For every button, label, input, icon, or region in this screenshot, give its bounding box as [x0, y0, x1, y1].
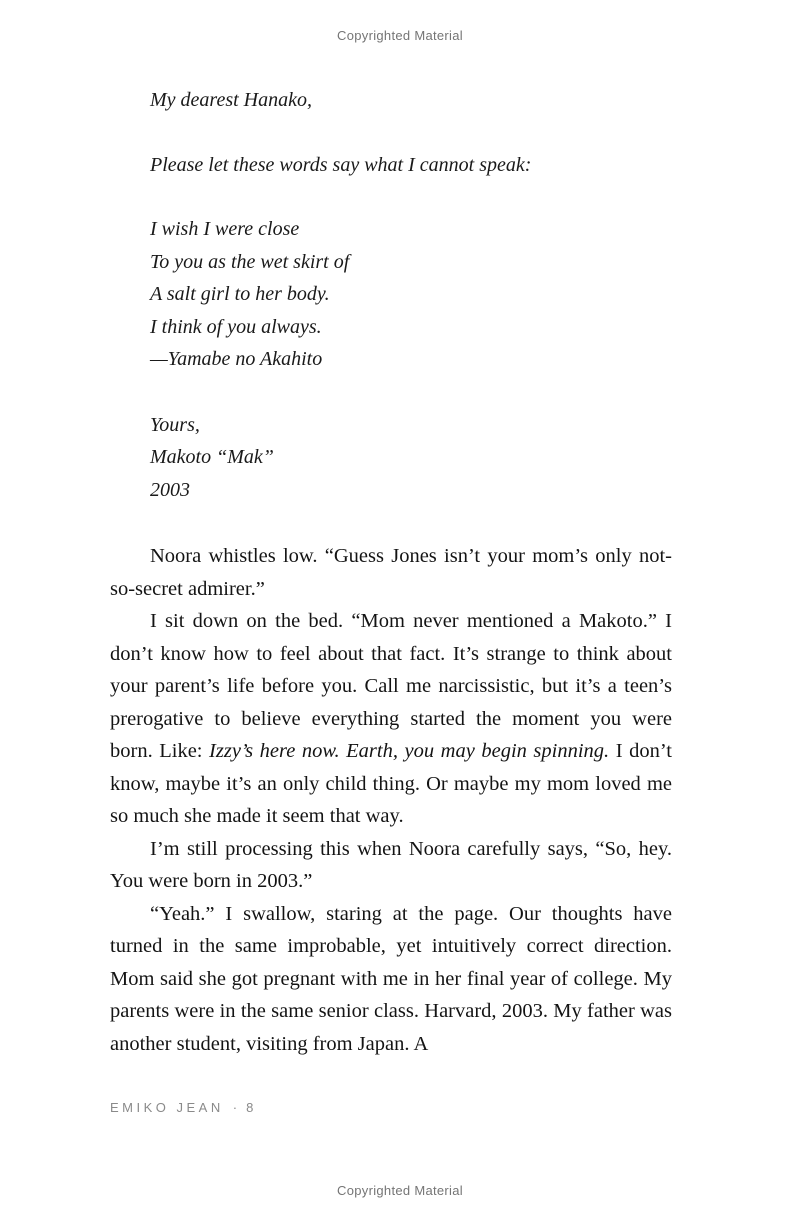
text-segment: “Yeah.” I swallow, staring at the page. Our thoughts have turned in the same improbable, yet intuitively correct direction. Mom said she got pregnant with me in her final year of college. My parents were in the same senior class. Harvard, 2003. My father was another student, visiting from Japan. A	[110, 902, 672, 1055]
copyright-notice-top: Copyrighted Material	[337, 28, 463, 43]
letter-intro: Please let these words say what I cannot speak:	[150, 153, 532, 176]
closing-line: Makoto “Mak”	[150, 446, 274, 468]
footer-page-number: 8	[246, 1100, 257, 1115]
poem-line: I wish I were close	[150, 218, 300, 240]
poem-line: A salt girl to her body.	[150, 283, 330, 305]
poem	[150, 213, 690, 376]
letter-salutation: My dearest Hanako,	[150, 89, 312, 111]
letter-closing	[150, 409, 690, 507]
footer-author: EMIKO JEAN	[110, 1100, 224, 1115]
closing-line: Yours,	[150, 413, 200, 436]
paragraph	[110, 898, 672, 1061]
text-segment: Noora whistles low. “Guess Jones isn’t your mom’s only not-so-secret admirer.”	[110, 545, 672, 600]
paragraph	[110, 833, 672, 898]
copyright-notice-bottom: Copyrighted Material	[337, 1183, 463, 1198]
body-text	[110, 540, 672, 1060]
letter-block	[150, 84, 690, 506]
italic-text-segment: Izzy’s here now. Earth, you may begin spinning.	[209, 740, 610, 762]
page-footer	[110, 1100, 257, 1115]
text-segment: I sit down on the bed. “Mom never mentioned a Makoto.” I don’t know how to feel about that fact. It’s strange to think about your parent’s life before you. Call me narcissistic, but it’s a teen’s prerogative to believe everything started the moment you were born. Like:	[110, 610, 672, 762]
poem-line: I think of you always.	[150, 315, 322, 338]
poem-line: To you as the wet skirt of	[150, 250, 350, 273]
text-segment: I don’t know, maybe it’s an only child thing. Or maybe my mom loved me so much she made it seem that way.	[110, 740, 672, 827]
poem-line: —Yamabe no Akahito	[150, 348, 323, 370]
paragraph	[110, 605, 672, 833]
text-segment: I’m still processing this when Noora carefully says, “So, hey. You were born in 2003.”	[110, 837, 672, 892]
footer-separator: ·	[232, 1100, 238, 1115]
paragraph	[110, 540, 672, 605]
closing-line: 2003	[150, 478, 190, 501]
